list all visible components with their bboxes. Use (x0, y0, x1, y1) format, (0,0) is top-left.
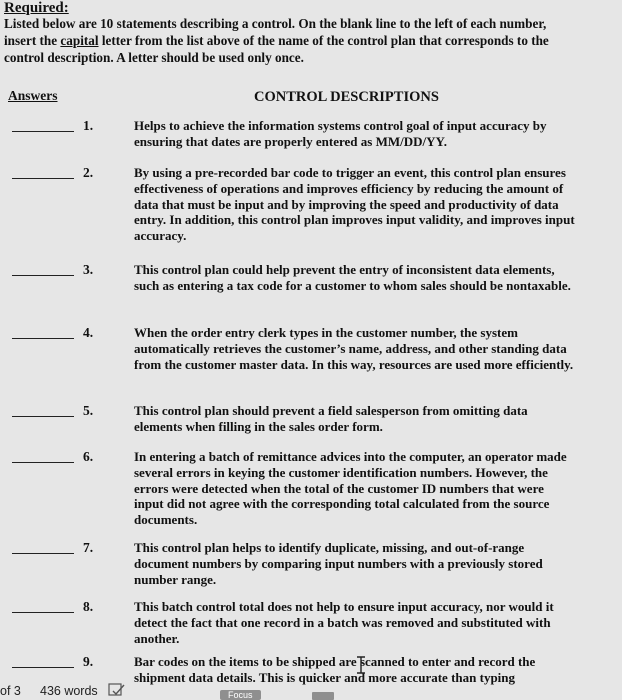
instructions-text-2: letter from the list above of the name of the control plan that corresponds to the control description. A letter should be used only once. (4, 33, 549, 65)
item-number: 3. (83, 262, 94, 277)
answer-blank[interactable] (12, 131, 74, 132)
descriptions-column-heading: CONTROL DESCRIPTIONS (254, 89, 439, 105)
status-bar (0, 682, 622, 700)
item-number: 5. (83, 403, 94, 418)
proofing-icon[interactable] (108, 683, 126, 697)
item-number: 9. (83, 654, 94, 669)
item-number: 6. (83, 449, 94, 464)
item-text: By using a pre-recorded bar code to trigger an event, this control plan ensures effectiveness of operations and improves efficiency by reducing the amount of data that must be input and by improving the speed and productivity of data entry. In addition, this control plan improves input validity, and improves input accuracy. (134, 165, 575, 244)
item-number: 2. (83, 165, 94, 180)
item-text: This control plan could help prevent the entry of inconsistent data elements, such as entering a tax code for a customer to whom sales should be nontaxable. (134, 262, 571, 293)
answers-column-heading: Answers (8, 88, 58, 103)
answer-blank[interactable] (12, 612, 74, 613)
answer-blank[interactable] (12, 462, 74, 463)
item-number: 1. (83, 118, 94, 133)
item-text: Helps to achieve the information systems control goal of input accuracy by ensuring that dates are properly entered as MM/DD/YY. (134, 118, 547, 149)
item-text: This control plan should prevent a field salesperson from omitting data elements when filling in the sales order form. (134, 403, 528, 434)
item-text: This control plan helps to identify duplicate, missing, and out-of-range document numbers by comparing input numbers with a previously stored number range. (134, 540, 543, 587)
answer-blank[interactable] (12, 667, 74, 668)
word-count[interactable]: 436 words (40, 684, 98, 698)
focus-button[interactable]: Focus (220, 690, 261, 700)
answer-blank[interactable] (12, 178, 74, 179)
item-text: In entering a batch of remittance advices into the computer, an operator made several errors in keying the customer identification numbers. However, the errors were detected when the total of the customer ID numbers that were input did not agree with the corresponding total calculated from the source documents. (134, 449, 567, 528)
instructions-capital: capital (60, 33, 99, 48)
answer-blank[interactable] (12, 553, 74, 554)
item-text: Bar codes on the items to be shipped are scanned to enter and record the shipment data details. This is quicker and more accurate than typing (134, 654, 536, 685)
item-number: 8. (83, 599, 94, 614)
required-heading: Required: (4, 0, 69, 16)
item-text: When the order entry clerk types in the customer number, the system automatically retrieves the customer’s name, address, and other standing data from the customer master data. In this way, resources are used more efficiently. (134, 325, 574, 372)
answer-blank[interactable] (12, 416, 74, 417)
item-text: This batch control total does not help to ensure input accuracy, nor would it detect the fact that one record in a batch was removed and substituted with another. (134, 599, 554, 646)
answer-blank[interactable] (12, 275, 74, 276)
item-number: 4. (83, 325, 94, 340)
answer-blank[interactable] (12, 338, 74, 339)
instructions (4, 15, 564, 66)
page-indicator[interactable]: of 3 (0, 684, 21, 698)
text-cursor-icon (355, 656, 367, 674)
layout-icon[interactable] (312, 692, 334, 700)
item-number: 7. (83, 540, 94, 555)
instructions-text-1: Listed below are 10 statements describing a control. On the blank line to the left of each number, insert the (4, 16, 547, 48)
